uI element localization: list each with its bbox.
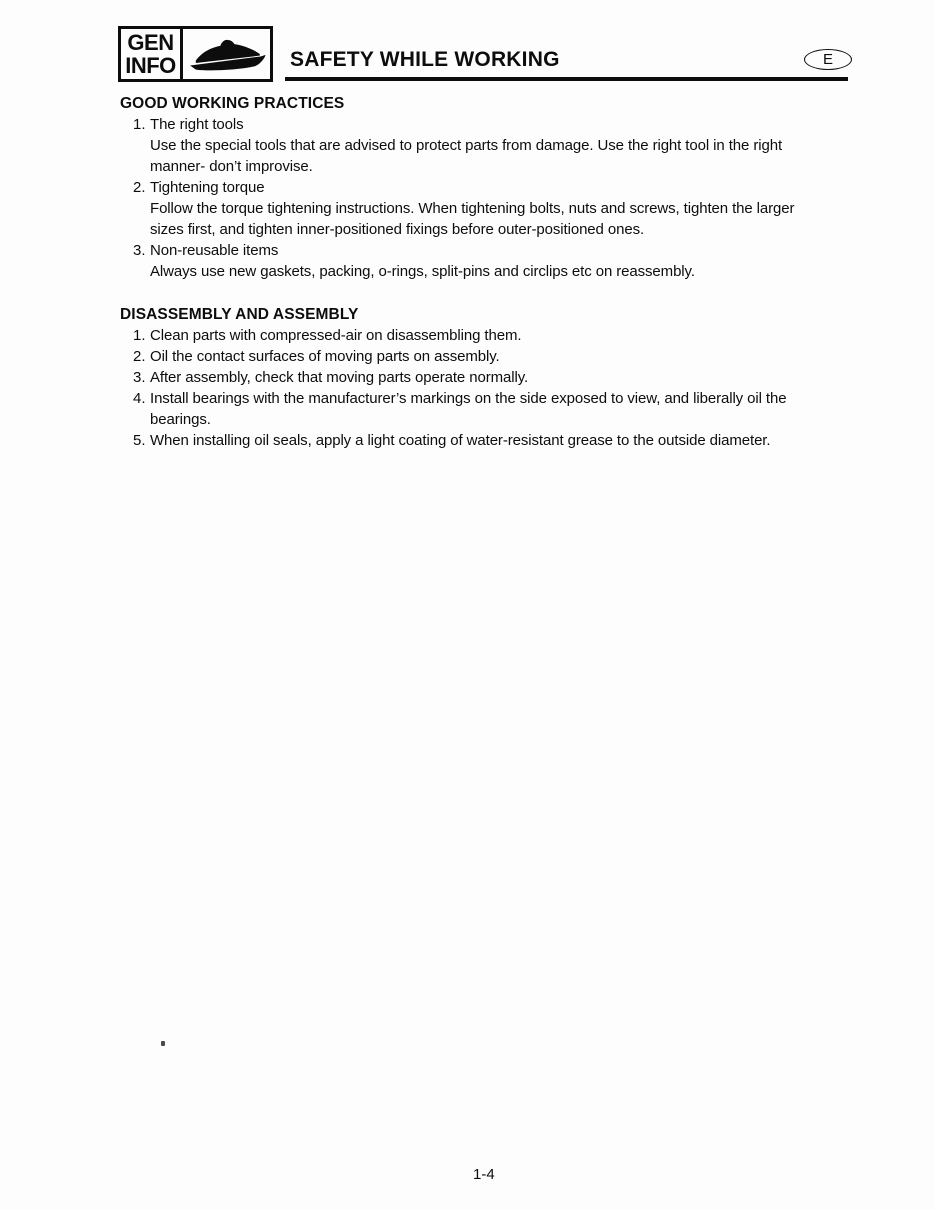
list-item-line: When installing oil seals, apply a light coating of water-resistant grease to the outside diameter.	[150, 432, 771, 449]
list-item-number: 1.	[133, 116, 146, 133]
gen-info-label	[121, 29, 183, 79]
list-item-text	[150, 114, 860, 177]
list-item-number: 3.	[133, 242, 146, 259]
list-item-number: 5.	[133, 432, 146, 449]
jetski-icon	[183, 29, 270, 79]
list-item-number: 4.	[133, 390, 146, 407]
list-item-line: Clean parts with compressed-air on disassembling them.	[150, 327, 522, 344]
list-item-number: 2.	[133, 179, 146, 196]
list-item-line: Use the special tools that are advised to protect parts from damage. Use the right tool in the right	[150, 137, 783, 154]
list-item	[120, 430, 860, 451]
list-item-text	[150, 325, 860, 346]
list-item-text	[150, 240, 860, 282]
list-item	[120, 114, 860, 177]
list-item-text	[150, 430, 860, 451]
page-title: SAFETY WHILE WORKING	[290, 48, 560, 71]
section-good-working-practices	[120, 93, 860, 282]
list-item-line: manner- don’t improvise.	[150, 158, 313, 175]
gen-info-label-top: GEN	[127, 30, 174, 55]
list-item-line: Install bearings with the manufacturer’s markings on the side exposed to view, and liberally oil the	[150, 390, 787, 407]
page-number: 1-4	[473, 1166, 495, 1183]
title-underline	[285, 77, 848, 81]
list-item-text	[150, 177, 860, 240]
list-item-line: After assembly, check that moving parts operate normally.	[150, 369, 529, 386]
language-badge-letter: E	[822, 51, 833, 68]
list-item-line: Oil the contact surfaces of moving parts on assembly.	[150, 348, 500, 365]
section-heading: GOOD WORKING PRACTICES	[120, 95, 345, 112]
list-item-text	[150, 367, 860, 388]
list-item	[120, 325, 860, 346]
list-item-text	[150, 388, 860, 430]
list-item-line: The right tools	[150, 116, 244, 133]
section-heading: DISASSEMBLY AND ASSEMBLY	[120, 306, 359, 323]
list-item-line: Always use new gaskets, packing, o-rings, split-pins and circlips etc on reassembly.	[150, 263, 695, 280]
list-item	[120, 240, 860, 282]
list-item-text	[150, 346, 860, 367]
list-item-line: Non-reusable items	[150, 242, 279, 259]
gen-info-label-bottom: INFO	[125, 53, 176, 78]
section-disassembly-and-assembly	[120, 304, 860, 451]
gen-info-tab	[118, 26, 273, 82]
list-item-line: Tightening torque	[150, 179, 265, 196]
scan-artifact-dot	[161, 1041, 165, 1046]
list-item	[120, 346, 860, 367]
list-item-line: Follow the torque tightening instructions. When tightening bolts, nuts and screws, tighten the larger	[150, 200, 795, 217]
list-item-line: bearings.	[150, 411, 211, 428]
list-item	[120, 367, 860, 388]
language-badge	[804, 49, 852, 70]
page-content	[120, 93, 860, 451]
list-item-number: 3.	[133, 369, 146, 386]
list-item-number: 2.	[133, 348, 146, 365]
list-item	[120, 177, 860, 240]
list-item	[120, 388, 860, 430]
list-item-line: sizes first, and tighten inner-positioned fixings before outer-positioned ones.	[150, 221, 645, 238]
list-item-number: 1.	[133, 327, 146, 344]
